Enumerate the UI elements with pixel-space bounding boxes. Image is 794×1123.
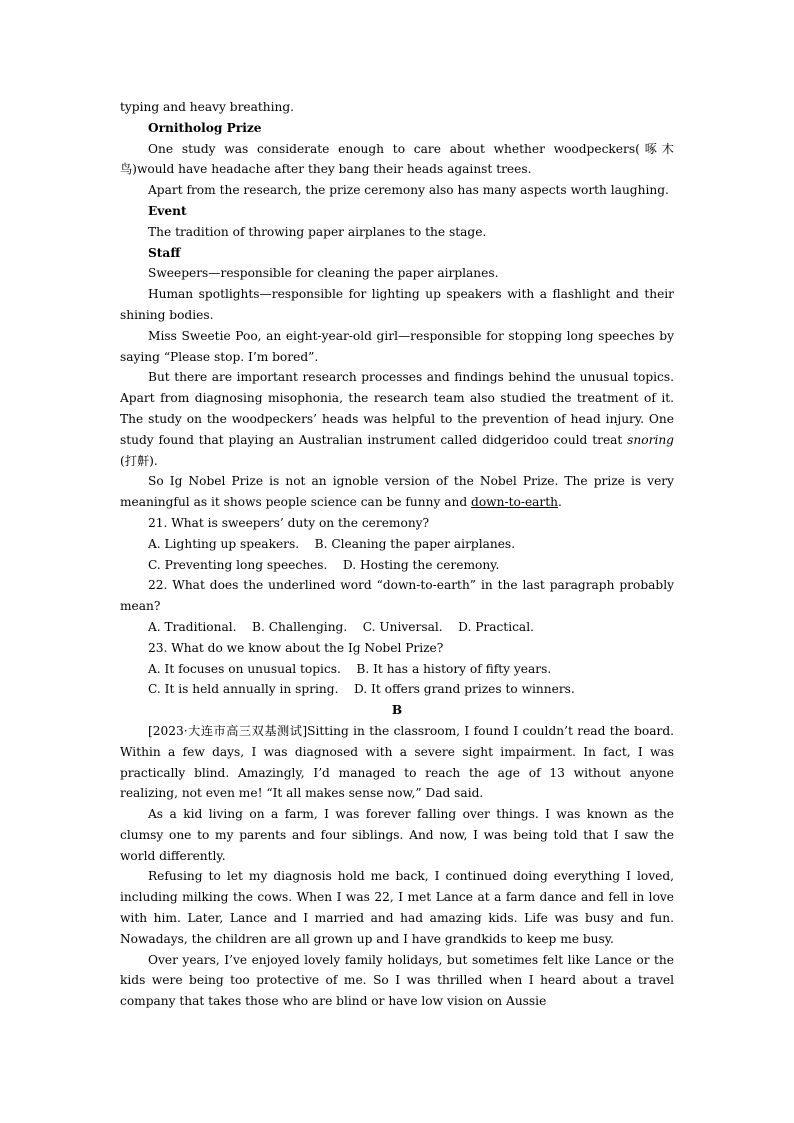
q21-option-c: C. Preventing long speeches. [148, 557, 328, 572]
snoring-word: snoring [627, 432, 674, 447]
passage-b-paragraph-1: [2023·大连市高三双基测试]Sitting in the classroom, I found I couldn’t read the board. Within a few days, I was diagnosed with a severe sight impairment. In fact, I was practically blind. Amazingly, I’d managed to reach the age of 13 without anyone realizing, not even me! “It all makes sense now,” Dad said. [120, 723, 674, 801]
paragraph-sweepers: Sweepers—responsible for cleaning the paper airplanes. [148, 266, 499, 281]
research-findings-text: But there are important research processes and findings behind the unusual topics. Apart from diagnosing misophonia, the research team also studied the treatment of it. The study on the woodpeckers’ heads was helpful to the prevention of head injury. One study found that playing an Australian instrument called didgeridoo could treat [120, 370, 674, 447]
paragraph-research-findings [120, 367, 674, 471]
question-21-options-row2 [120, 555, 674, 576]
q21-option-d: D. Hosting the ceremony. [342, 557, 500, 572]
paragraph-intro-tail: typing and heavy breathing. [120, 100, 295, 114]
question-22-options [120, 617, 674, 638]
conclusion-end: . [558, 495, 562, 510]
paragraph-human-spotlights: Human spotlights—responsible for lighting up speakers with a flashlight and their shining bodies. [120, 287, 674, 322]
question-23: 23. What do we know about the Ig Nobel Prize? [148, 640, 444, 655]
paragraph-sweetie-poo: Miss Sweetie Poo, an eight-year-old girl—responsible for stopping long speeches by saying “Please stop. I’m bored”. [120, 328, 674, 364]
passage-b-paragraph-2: As a kid living on a farm, I was forever falling over things. I was known as the clumsy one to my parents and four siblings. And now, I was being told that I saw the world differently. [120, 807, 674, 863]
question-22: 22. What does the underlined word “down-to-earth” in the last paragraph probably mean? [120, 578, 674, 614]
q22-option-d: D. Practical. [458, 619, 534, 634]
question-21-options-row1 [120, 534, 674, 555]
heading-staff: Staff [148, 245, 181, 260]
q23-option-d: D. It offers grand prizes to winners. [353, 682, 575, 697]
q22-option-c: C. Universal. [362, 619, 443, 634]
research-findings-end: (打鼾). [120, 453, 158, 468]
question-23-options-row1 [120, 659, 674, 680]
underlined-down-to-earth: down-to-earth [471, 495, 558, 510]
q22-option-a: A. Traditional. [148, 619, 237, 634]
q23-option-a: A. It focuses on unusual topics. [148, 661, 341, 676]
document-page [120, 97, 674, 1012]
paragraph-ceremony-aspects: Apart from the research, the prize ceremony also has many aspects worth laughing. [148, 183, 669, 198]
section-b-heading: B [391, 703, 403, 718]
question-23-options-row2 [120, 679, 674, 700]
paragraph-woodpecker-study: One study was considerate enough to care about whether woodpeckers(啄木鸟)would have headache after they bang their heads against trees. [120, 141, 674, 177]
q22-option-b: B. Challenging. [252, 619, 348, 634]
heading-event: Event [148, 203, 187, 218]
question-21: 21. What is sweepers’ duty on the ceremony? [148, 515, 430, 530]
conclusion-text: So Ig Nobel Prize is not an ignoble version of the Nobel Prize. The prize is very meaningful as it shows people science can be funny and [120, 474, 674, 510]
q23-option-c: C. It is held annually in spring. [148, 682, 339, 697]
passage-b-paragraph-3: Refusing to let my diagnosis hold me back, I continued doing everything I loved, including milking the cows. When I was 22, I met Lance at a farm dance and fell in love with him. Later, Lance and I married and had amazing kids. Life was busy and fun. Nowadays, the children are all grown up and I have grandkids to keep me busy. [120, 869, 674, 946]
paragraph-conclusion [120, 471, 674, 513]
passage-b-paragraph-4: Over years, I’ve enjoyed lovely family holidays, but sometimes felt like Lance or the kids were being too protective of me. So I was thrilled when I heard about a travel company that takes those who are blind or have low vision on Aussie [120, 952, 674, 1009]
paragraph-event-tradition: The tradition of throwing paper airplanes to the stage. [148, 224, 487, 239]
q23-option-b: B. It has a history of fifty years. [356, 661, 552, 676]
q21-option-b: B. Cleaning the paper airplanes. [314, 536, 516, 551]
heading-ornithology-prize: Ornitholog Prize [148, 120, 262, 135]
q21-option-a: A. Lighting up speakers. [148, 536, 300, 551]
